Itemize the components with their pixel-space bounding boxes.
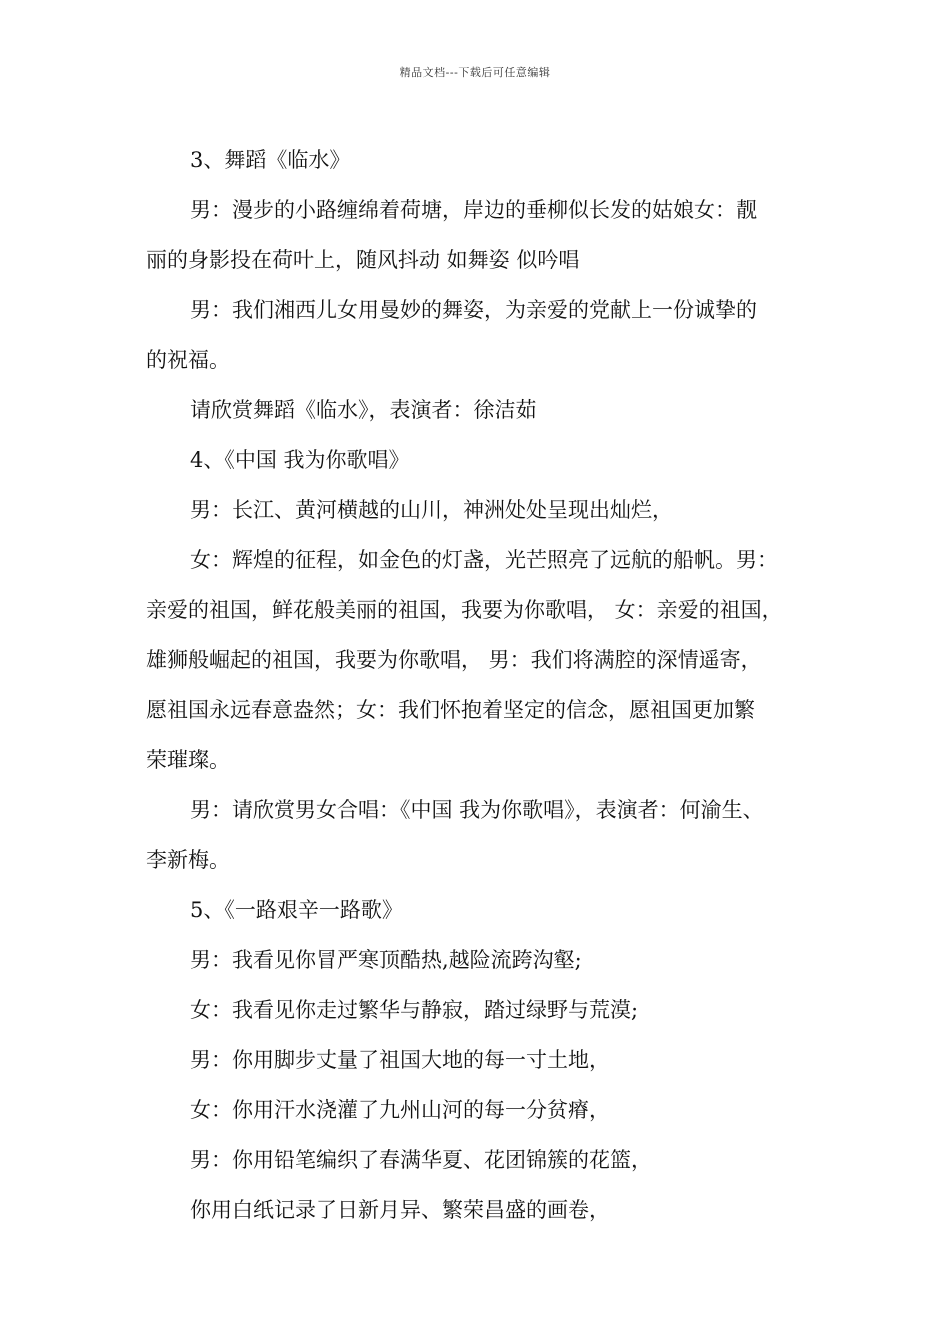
line-22: 你用白纸记录了日新月异、繁荣昌盛的画卷， (190, 1198, 610, 1222)
line-12: 愿祖国永远春意盎然；女：我们怀抱着坚定的信念，愿祖国更加繁 (146, 698, 755, 722)
line-10: 亲爱的祖国，鲜花般美丽的祖国，我要为你歌唱， 女：亲爱的祖国， (146, 598, 783, 622)
line-15: 李新梅。 (146, 848, 230, 872)
line-2: 男：漫步的小路缠绵着荷塘，岸边的垂柳似长发的姑娘女：靓 (190, 198, 757, 222)
line-7: 4、《中国 我为你歌唱》 (190, 448, 410, 472)
document-body (146, 135, 818, 1235)
line-13: 荣璀璨。 (146, 748, 230, 772)
line-18: 女：我看见你走过繁华与静寂，踏过绿野与荒漠; (190, 998, 639, 1022)
line-6: 请欣赏舞蹈《临水》，表演者：徐洁茹 (190, 398, 537, 422)
line-11: 雄狮般崛起的祖国，我要为你歌唱， 男：我们将满腔的深情遥寄， (146, 648, 762, 672)
line-5: 的祝福。 (146, 348, 230, 372)
line-14: 男：请欣赏男女合唱：《中国 我为你歌唱》，表演者：何渝生、 (190, 798, 764, 822)
line-4: 男：我们湘西儿女用曼妙的舞姿，为亲爱的党献上一份诚挚的 (190, 298, 757, 322)
line-9: 女：辉煌的征程，如金色的灯盏，光芒照亮了远航的船帆。男： (190, 548, 778, 572)
line-17: 男：我看见你冒严寒顶酷热,越险流跨沟壑; (190, 948, 582, 972)
line-1: 3、舞蹈《临水》 (190, 148, 351, 172)
line-21: 男：你用铅笔编织了春满华夏、花团锦簇的花篮， (190, 1148, 652, 1172)
line-20: 女：你用汗水浇灌了九州山河的每一分贫瘠， (190, 1098, 610, 1122)
page-header: 精品文档---下载后可任意编辑 (399, 66, 551, 79)
line-3: 丽的身影投在荷叶上，随风抖动 如舞姿 似吟唱 (146, 248, 580, 272)
line-16: 5、《一路艰辛一路歌》 (190, 898, 403, 922)
line-19: 男：你用脚步丈量了祖国大地的每一寸土地， (190, 1048, 610, 1072)
line-8: 男：长江、黄河横越的山川，神洲处处呈现出灿烂， (190, 498, 673, 522)
